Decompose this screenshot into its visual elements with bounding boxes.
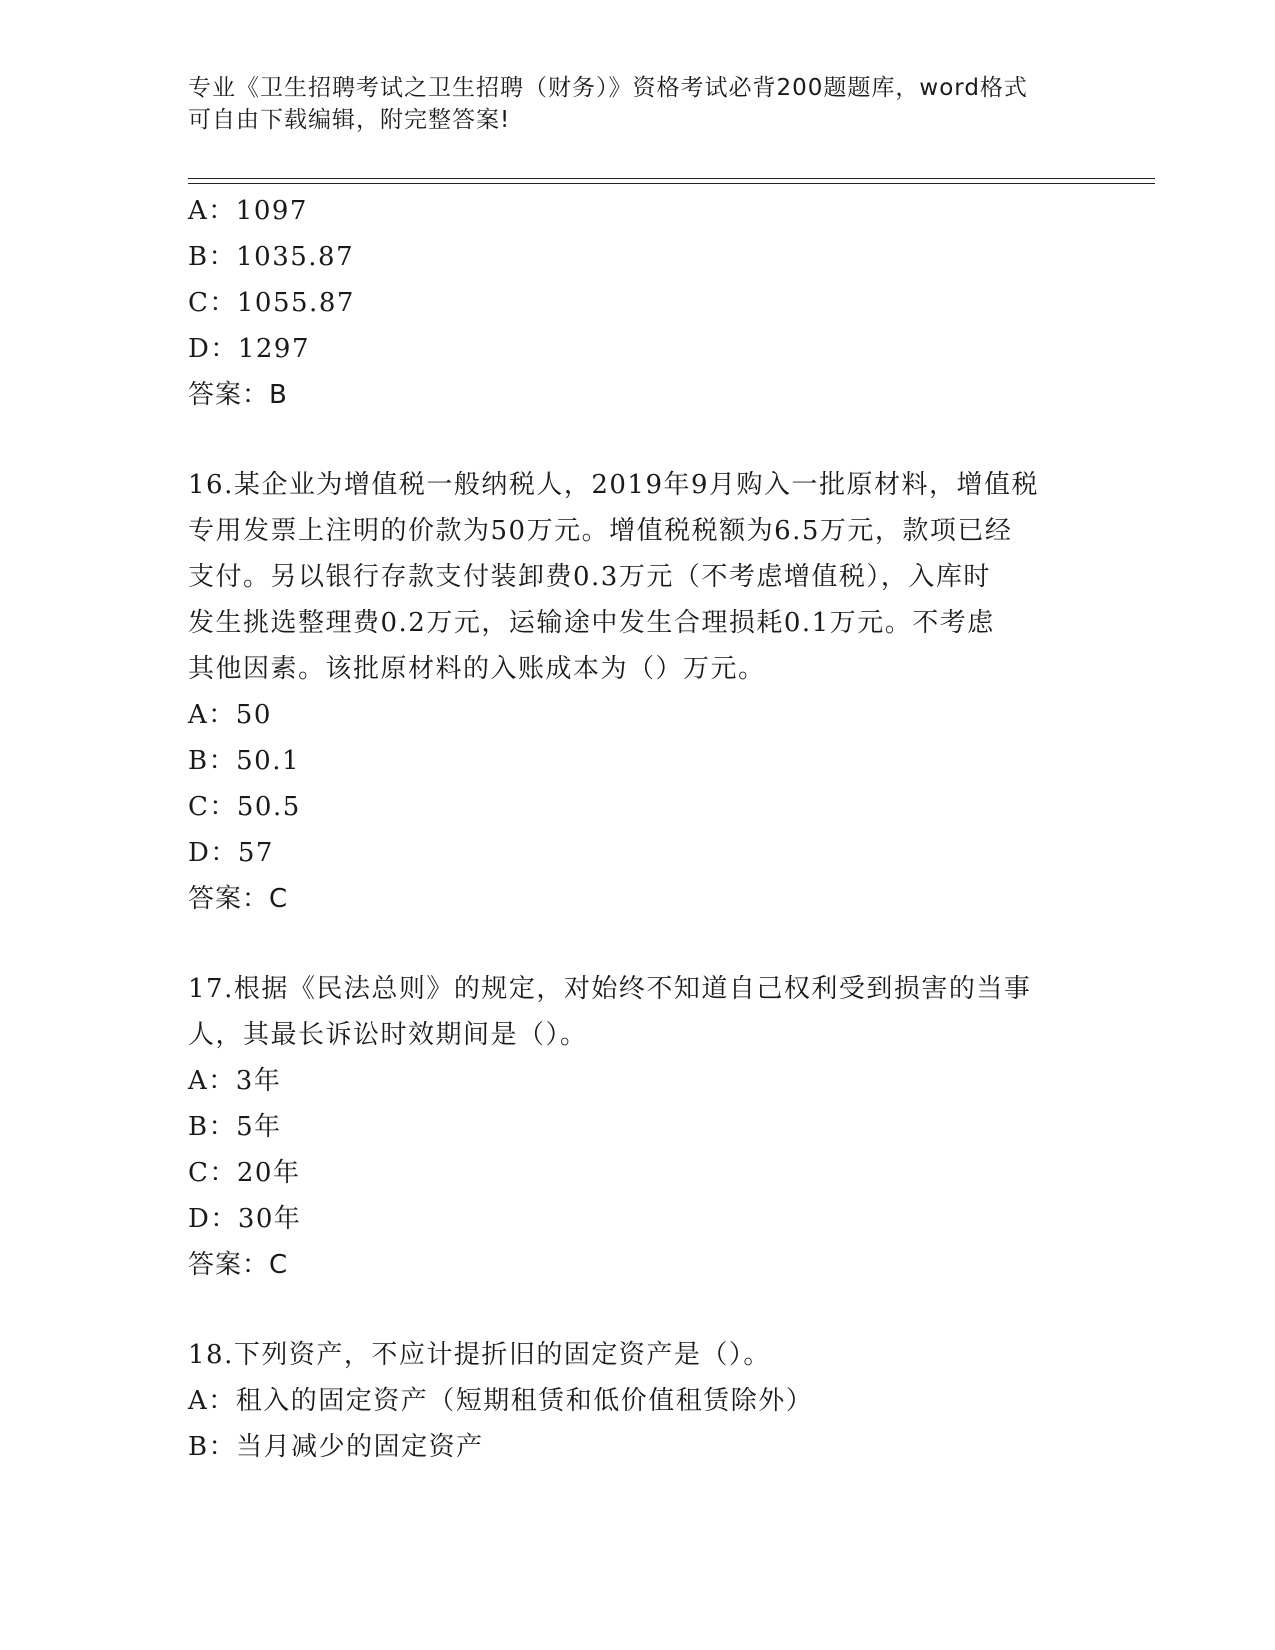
- option-a: A：50: [188, 700, 272, 730]
- question-text-line: 发生挑选整理费0.2万元，运输途中发生合理损耗0.1万元。不考虑: [188, 608, 995, 638]
- header-title-line-2: 可自由下载编辑，附完整答案!: [188, 107, 511, 133]
- option-a: A：租入的固定资产（短期租赁和低价值租赁除外）: [188, 1386, 814, 1416]
- question-text-line: 支付。另以银行存款支付装卸费0.3万元（不考虑增值税），入库时: [188, 562, 991, 592]
- answer-line: 答案：C: [188, 884, 289, 914]
- option-c: C：20年: [188, 1158, 301, 1188]
- header-divider-bottom: [188, 183, 1155, 184]
- option-c: C：50.5: [188, 792, 301, 822]
- option-d: D：57: [188, 838, 274, 868]
- question-content: [188, 188, 1088, 1470]
- question-text-line: 专用发票上注明的价款为50万元。增值税税额为6.5万元，款项已经: [188, 516, 1013, 546]
- question-17: [188, 966, 1088, 1288]
- option-a: A：3年: [188, 1066, 282, 1096]
- option-b: B：5年: [188, 1112, 282, 1142]
- header-title-line-1: 专业《卫生招聘考试之卫生招聘（财务）》资格考试必背200题题库，word格式: [188, 75, 1028, 101]
- question-text-line: 16.某企业为增值税一般纳税人，2019年9月购入一批原材料，增值税: [188, 470, 1040, 500]
- document-header: [188, 72, 1088, 136]
- option-b: B：1035.87: [188, 242, 355, 272]
- question-text-line: 18.下列资产，不应计提折旧的固定资产是（）。: [188, 1340, 771, 1370]
- option-a: A：1097: [188, 196, 308, 226]
- question-15-options: [188, 188, 1088, 418]
- option-d: D：30年: [188, 1204, 302, 1234]
- question-text-line: 17.根据《民法总则》的规定，对始终不知道自己权利受到损害的当事: [188, 974, 1032, 1004]
- option-d: D：1297: [188, 334, 311, 364]
- answer-line: 答案：C: [188, 1250, 289, 1280]
- header-divider-top: [188, 178, 1155, 179]
- question-text-line: 人，其最长诉讼时效期间是（）。: [188, 1020, 588, 1050]
- question-text-line: 其他因素。该批原材料的入账成本为（）万元。: [188, 654, 766, 684]
- option-c: C：1055.87: [188, 288, 355, 318]
- question-18: [188, 1332, 1088, 1470]
- question-16: [188, 462, 1088, 922]
- option-b: B：50.1: [188, 746, 300, 776]
- answer-line: 答案：B: [188, 380, 288, 410]
- option-b: B：当月减少的固定资产: [188, 1432, 484, 1462]
